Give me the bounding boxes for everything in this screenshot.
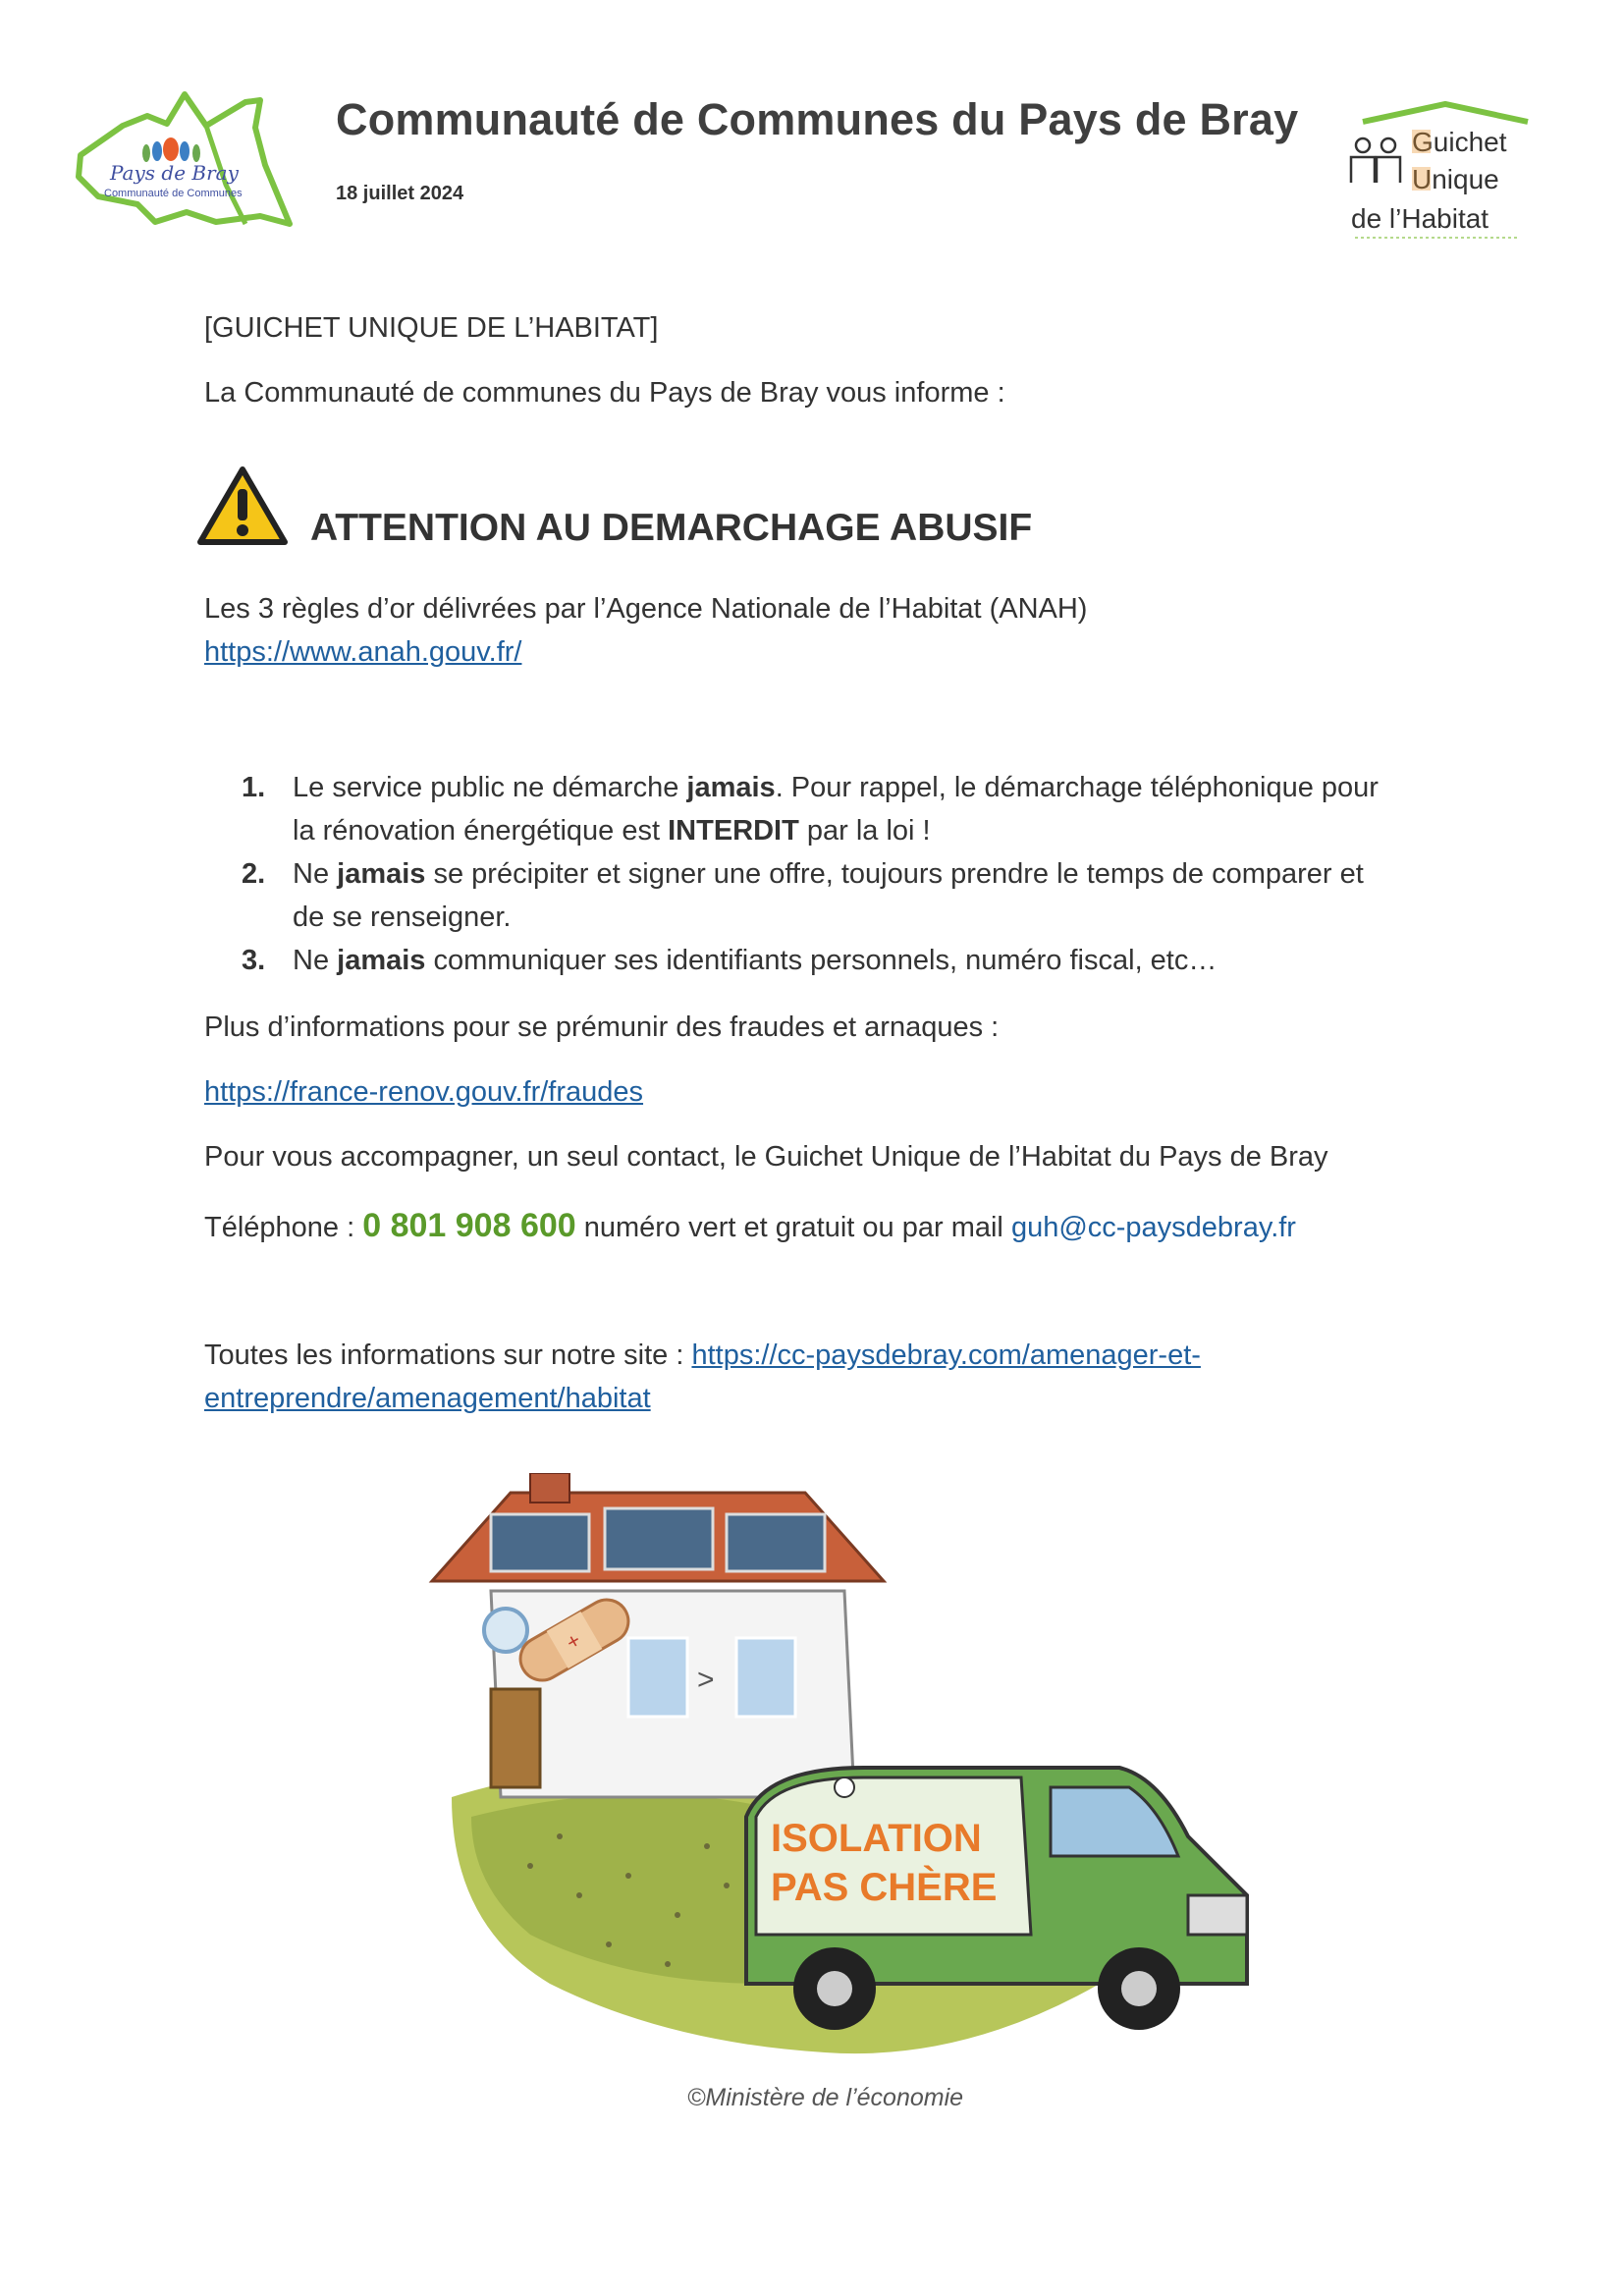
email-link[interactable]: guh@cc-paysdebray.fr: [1010, 1212, 1296, 1243]
logo-right-line1: Guichet: [1412, 127, 1507, 157]
page-title: Communauté de Communes du Pays de Bray: [336, 94, 1299, 144]
rule-item: 3. Ne jamais communiquer ses identifiants personnels, numéro fiscal, etc…: [204, 939, 1441, 982]
phone-label: Téléphone :: [204, 1212, 363, 1243]
van-text-line1: ISOLATION: [771, 1817, 982, 1860]
rule-number: 2.: [242, 858, 266, 890]
fraud-link[interactable]: https://france-renov.gouv.fr/fraudes: [204, 1076, 644, 1108]
rules-intro: Les 3 règles d’or délivrées par l’Agence Nationale de l’Habitat (ANAH): [204, 593, 1088, 625]
rule-item: 1. Le service public ne démarche jamais. Pour rappel, le démarchage téléphonique pour la rénovation énergétique est INTERDIT par la loi !: [204, 766, 1441, 852]
logo-left-name: Pays de Bray: [110, 161, 239, 185]
golden-rules-list: [204, 766, 1441, 982]
image-credit: ©Ministère de l’économie: [687, 2084, 964, 2111]
site-line: [204, 1334, 1201, 1377]
anah-link[interactable]: https://www.anah.gouv.fr/: [204, 636, 522, 668]
logo-left-subtitle: Communauté de Communes: [104, 188, 243, 199]
house-and-van-illustration: [412, 1473, 1296, 2082]
logo-right-line2: Unique: [1412, 164, 1499, 194]
rule-number: 1.: [242, 772, 266, 803]
phone-number[interactable]: 0 801 908 600: [362, 1207, 576, 1244]
rule-number: 3.: [242, 945, 266, 976]
site-link-continued[interactable]: entreprendre/amenagement/habitat: [204, 1383, 651, 1414]
warning-icon: [196, 465, 289, 548]
phone-line: [204, 1204, 1296, 1249]
van-text-line2: PAS CHÈRE: [771, 1866, 998, 1909]
site-label: Toutes les informations sur notre site :: [204, 1339, 692, 1371]
svg-text:+: +: [562, 1627, 585, 1656]
site-link[interactable]: https://cc-paysdebray.com/amenager-et-: [691, 1339, 1201, 1371]
intro-text: La Communauté de communes du Pays de Bray vous informe :: [204, 377, 1005, 409]
guichet-unique-logo: [1341, 100, 1538, 249]
section-tag: [GUICHET UNIQUE DE L’HABITAT]: [204, 312, 659, 344]
warning-title: ATTENTION AU DEMARCHAGE ABUSIF: [310, 507, 1033, 549]
publication-date: 18 juillet 2024: [336, 183, 464, 204]
pays-de-bray-logo: [69, 86, 304, 234]
rule-item: 2. Ne jamais se précipiter et signer une offre, toujours prendre le temps de comparer et de se renseigner.: [204, 852, 1441, 939]
phone-middle: numéro vert et gratuit ou par mail: [575, 1212, 1011, 1243]
contact-text: Pour vous accompagner, un seul contact, le Guichet Unique de l’Habitat du Pays de Bray: [204, 1141, 1328, 1173]
fraud-intro: Plus d’informations pour se prémunir des fraudes et arnaques :: [204, 1011, 1000, 1043]
svg-text:>: >: [697, 1664, 715, 1696]
logo-right-line3: de l’Habitat: [1351, 203, 1489, 234]
